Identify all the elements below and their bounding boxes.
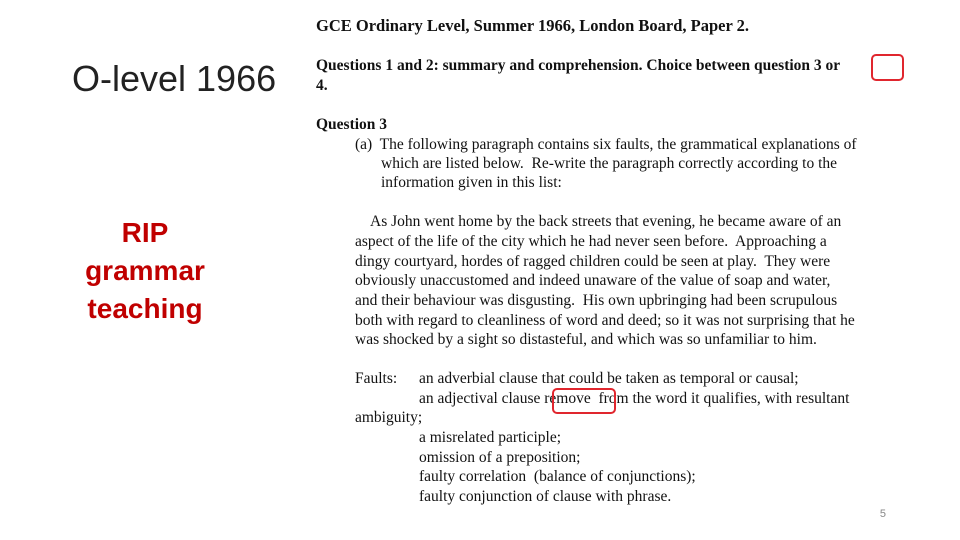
instructions-line: 4.: [316, 77, 328, 94]
paragraph-line: As John went home by the back streets that evening, he became aware of an: [370, 213, 842, 230]
paragraph-line: aspect of the life of the city which he had never seen before. Approaching a: [355, 233, 827, 250]
side-caption-line: RIP: [121, 217, 169, 248]
fault-line: faulty correlation (balance of conjunctions);: [419, 468, 696, 485]
paragraph-line: dingy courtyard, hordes of ragged children could be seen at play. They were: [355, 253, 831, 270]
part-a-line: information given in this list:: [381, 174, 562, 191]
side-caption-line: grammar: [85, 255, 205, 286]
page-number: 5: [879, 508, 886, 520]
fault-line: an adjectival clause remove from the word it qualifies, with resultant: [419, 390, 850, 407]
fault-line: an adverbial clause that could be taken as temporal or causal;: [419, 370, 799, 387]
paragraph-line: both with regard to cleanliness of word and deed; so it was not surprising that he: [355, 312, 855, 329]
faults-label: Faults:: [355, 370, 398, 387]
part-a-line: which are listed below. Re-write the paragraph correctly according to the: [381, 155, 838, 172]
side-caption: [60, 214, 230, 328]
question-heading: Question 3: [316, 116, 388, 133]
paper-header: GCE Ordinary Level, Summer 1966, London Board, Paper 2.: [316, 16, 749, 35]
instructions-line: Questions 1 and 2: summary and comprehension. Choice between question 3 or: [316, 57, 841, 74]
highlight-box-remove: [552, 388, 616, 414]
fault-line: omission of a preposition;: [419, 449, 581, 466]
highlight-box-or: [871, 54, 904, 81]
paragraph-line: obviously unaccustomed and indeed unaware of the value of soap and water,: [355, 272, 831, 289]
part-a-line: (a) The following paragraph contains six faults, the grammatical explanations of: [355, 136, 857, 153]
slide-title: O-level 1966: [72, 58, 277, 99]
fault-line: a misrelated participle;: [419, 429, 562, 446]
fault-line: faulty conjunction of clause with phrase.: [419, 488, 672, 505]
paragraph-line: was shocked by a sight so distasteful, and which was so unfamiliar to him.: [355, 331, 817, 348]
side-caption-line: teaching: [87, 293, 203, 324]
paragraph-line: and their behaviour was disgusting. His own upbringing had been scrupulous: [355, 292, 838, 309]
fault-line: ambiguity;: [355, 409, 423, 426]
